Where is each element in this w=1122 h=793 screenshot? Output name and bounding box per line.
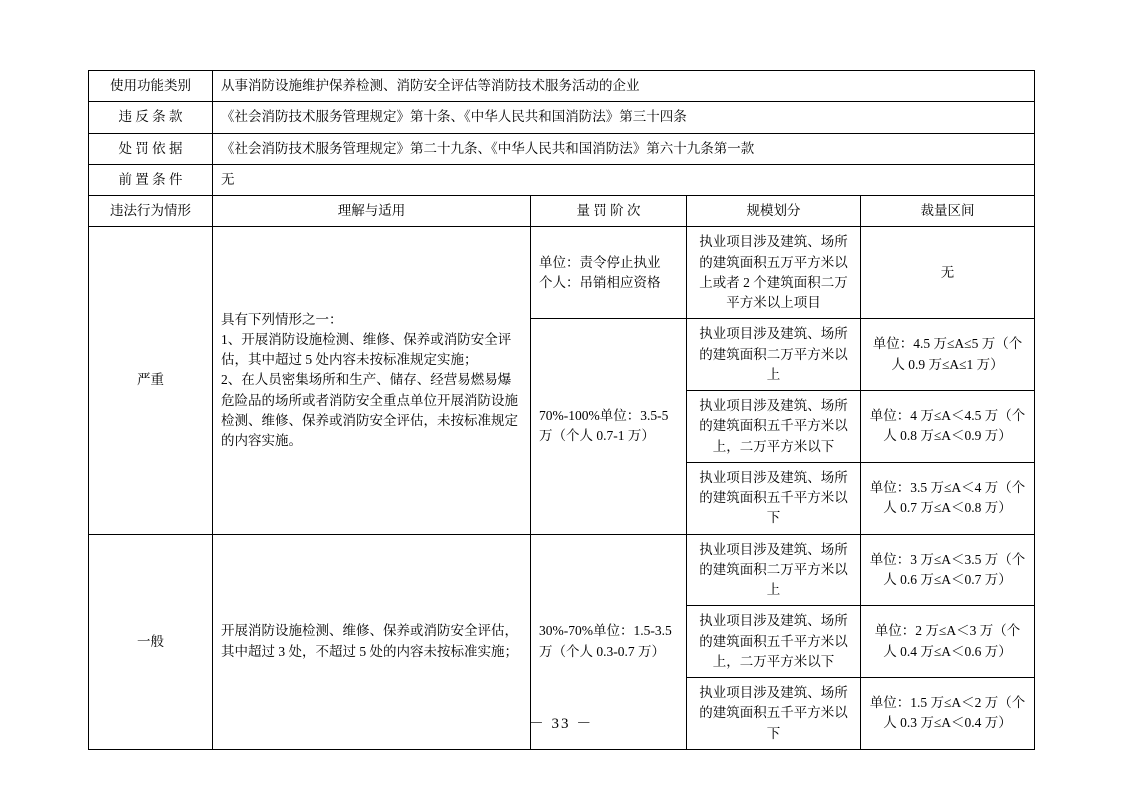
- scale-general-0-2: 执业项目涉及建筑、场所的建筑面积五千平方米以下: [687, 678, 861, 750]
- severity-level-general: 一般: [89, 534, 213, 749]
- header-violation-situation: 违法行为情形: [89, 196, 213, 227]
- scale-general-0-0: 执业项目涉及建筑、场所的建筑面积二万平方米以上: [687, 534, 861, 606]
- scale-general-0-1: 执业项目涉及建筑、场所的建筑面积五千平方米以上，二万平方米以下: [687, 606, 861, 678]
- header-scale-division: 规模划分: [687, 196, 861, 227]
- table-header-row: [89, 196, 1035, 227]
- severity-level-serious: 严重: [89, 227, 213, 534]
- header-penalty-level: 量 罚 阶 次: [531, 196, 687, 227]
- value-precondition: 无: [213, 164, 1035, 195]
- range-serious-1-2: 单位：3.5 万≤A＜4 万（个人 0.7 万≤A＜0.8 万）: [861, 462, 1035, 534]
- table-row-precondition: [89, 164, 1035, 195]
- understanding-general: 开展消防设施检测、维修、保养或消防安全评估，其中超过 3 处，不超过 5 处的内容未按标准实施；: [213, 534, 531, 749]
- page-number: － 33 －: [528, 716, 594, 732]
- scale-serious-1-1: 执业项目涉及建筑、场所的建筑面积五千平方米以上，二万平方米以下: [687, 391, 861, 463]
- range-serious-1-0: 单位：4.5 万≤A≤5 万（个人 0.9 万≤A≤1 万）: [861, 319, 1035, 391]
- range-general-0-2: 单位：1.5 万≤A＜2 万（个人 0.3 万≤A＜0.4 万）: [861, 678, 1035, 750]
- table-row-violated-clause: [89, 102, 1035, 133]
- value-penalty-basis: 《社会消防技术服务管理规定》第二十九条、《中华人民共和国消防法》第六十九条第一款: [213, 133, 1035, 164]
- header-discretion-range: 裁量区间: [861, 196, 1035, 227]
- table-row-function-category: [89, 71, 1035, 102]
- scale-serious-1-2: 执业项目涉及建筑、场所的建筑面积五千平方米以下: [687, 462, 861, 534]
- scale-serious-0-0: 执业项目涉及建筑、场所的建筑面积五万平方米以上或者 2 个建筑面积二万平方米以上项目: [687, 227, 861, 319]
- penalty-serious-0: 单位：责令停止执业 个人：吊销相应资格: [531, 227, 687, 319]
- discretion-benchmark-table: [88, 70, 1035, 750]
- table-row: [89, 227, 1035, 319]
- value-violated-clause: 《社会消防技术服务管理规定》第十条、《中华人民共和国消防法》第三十四条: [213, 102, 1035, 133]
- range-general-0-1: 单位：2 万≤A＜3 万（个人 0.4 万≤A＜0.6 万）: [861, 606, 1035, 678]
- understanding-serious: 具有下列情形之一： 1、开展消防设施检测、维修、保养或消防安全评估，其中超过 5 处内容未按标准规定实施； 2、在人员密集场所和生产、储存、经营易燃易爆危险品的场所或者消防安全重点单位开展消防设施检测、维修、保养或消防安全评估，未按标准规定的内容实施。: [213, 227, 531, 534]
- range-serious-1-1: 单位：4 万≤A＜4.5 万（个人 0.8 万≤A＜0.9 万）: [861, 391, 1035, 463]
- table-row-penalty-basis: [89, 133, 1035, 164]
- penalty-serious-1: 70%-100%单位：3.5-5 万（个人 0.7-1 万）: [531, 319, 687, 534]
- label-penalty-basis: 处 罚 依 据: [89, 133, 213, 164]
- label-precondition: 前 置 条 件: [89, 164, 213, 195]
- value-function-category: 从事消防设施维护保养检测、消防安全评估等消防技术服务活动的企业: [213, 71, 1035, 102]
- penalty-general-0: 30%-70%单位：1.5-3.5 万（个人 0.3-0.7 万）: [531, 534, 687, 749]
- header-understanding: 理解与适用: [213, 196, 531, 227]
- scale-serious-1-0: 执业项目涉及建筑、场所的建筑面积二万平方米以上: [687, 319, 861, 391]
- label-function-category: 使用功能类别: [89, 71, 213, 102]
- range-general-0-0: 单位：3 万≤A＜3.5 万（个人 0.6 万≤A＜0.7 万）: [861, 534, 1035, 606]
- table-row: [89, 534, 1035, 606]
- label-violated-clause: 违 反 条 款: [89, 102, 213, 133]
- range-serious-0-0: 无: [861, 227, 1035, 319]
